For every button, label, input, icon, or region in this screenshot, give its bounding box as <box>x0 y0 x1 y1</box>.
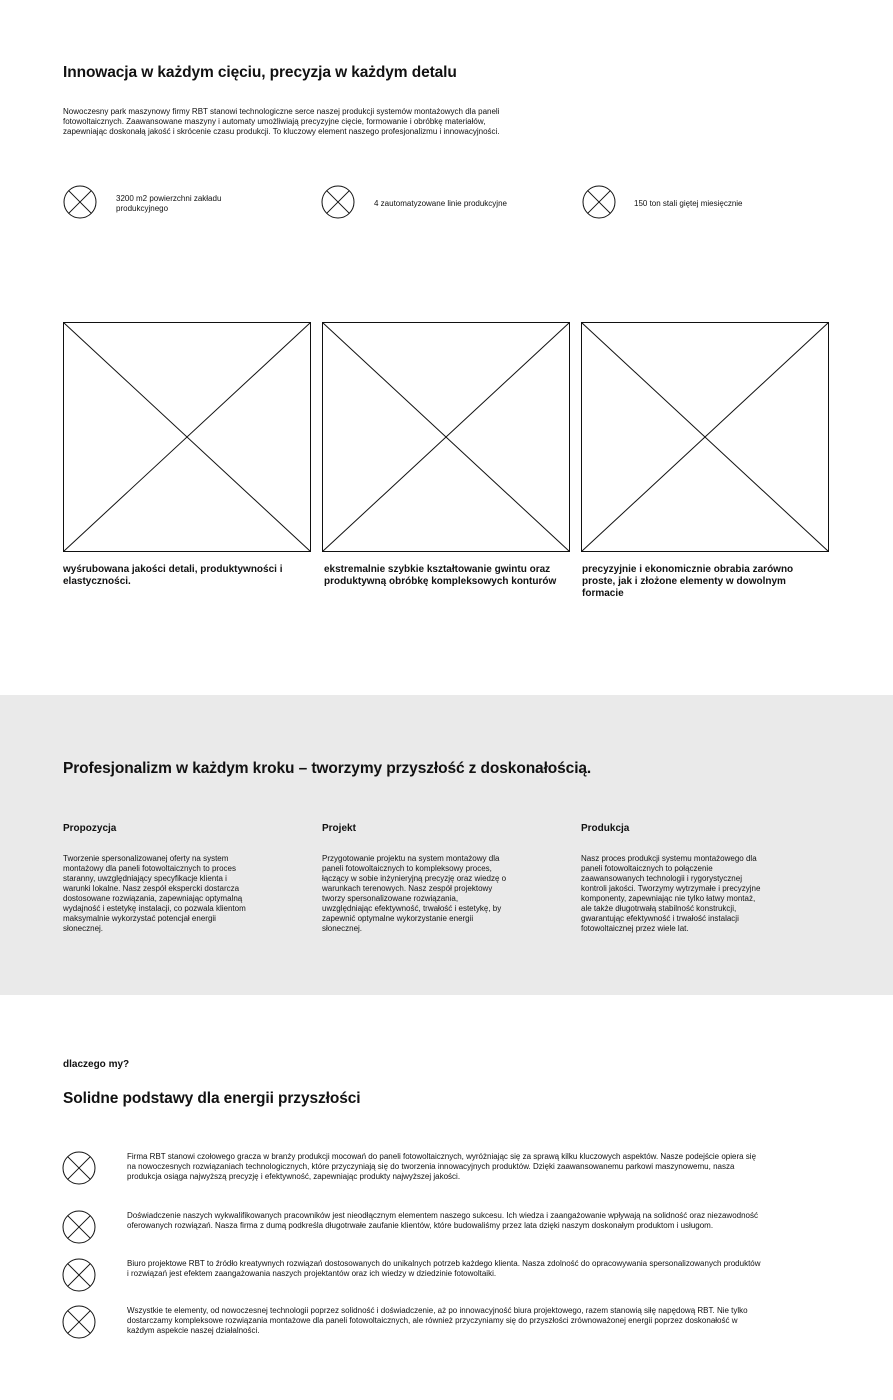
placeholder-x-icon <box>62 1151 96 1185</box>
image-placeholder <box>322 322 570 557</box>
placeholder-x-icon <box>63 185 97 219</box>
gallery-caption: precyzyjnie i ekonomicznie obrabia zarówno proste, jak i złożone elementy w dowolnym formacie <box>582 564 794 599</box>
placeholder-x-icon <box>62 1258 96 1292</box>
placeholder-x-icon <box>582 185 616 219</box>
placeholder-x-icon <box>321 185 355 219</box>
process-text: Przygotowanie projektu na system montażowy dla paneli fotowoltaicznych to kompleksowy proces, łączący w sobie inżynieryjną precyzję oraz wiedzę o warunkach terenowych. Nasz zespół projektowy tworzy spersonalizowane rozwiązania, uwzględniając efektywność, trwałość i estetykę, by zapewnić optymalne wykorzystanie energii słonecznej. <box>322 854 507 933</box>
placeholder-x-icon <box>62 1305 96 1339</box>
process-heading: Propozycja <box>63 823 117 834</box>
hero-paragraph: Nowoczesny park maszynowy firmy RBT stanowi technologiczne serce naszej produkcji systemów montażowych dla paneli fotowoltaicznych. Zaawansowane maszyny i automaty umożliwiają precyzyjne cięcie, formowanie i obróbkę materiałów, zapewniając doskonałą jakość i skrócenie czasu produkcji. To kluczowy element naszego profesjonalizmu i innowacyjności. <box>63 107 500 136</box>
why-title: Solidne podstawy dla energii przyszłości <box>63 1090 361 1107</box>
why-eyebrow: dlaczego my? <box>63 1059 130 1070</box>
process-heading: Projekt <box>322 823 356 834</box>
why-item-text: Firma RBT stanowi czołowego gracza w branży produkcji mocowań do paneli fotowoltaicznych, wyróżniając się za sprawą kilku kluczowych aspektów. Nasze podejście opiera się na nowoczesnych rozwiązaniach technologicznych, które przyczyniają się do tworzenia innowacyjnych produktów. Dzięki zaawansowanemu parkowi maszynowemu, nasza produkcja osiąga najwyższą precyzję i efektywność, zapewniając produkty najwyższej jakości. <box>127 1152 757 1181</box>
stat-label: 3200 m2 powierzchni zakładu produkcyjnego <box>116 194 222 213</box>
placeholder-x-icon <box>62 1210 96 1244</box>
why-item-text: Doświadczenie naszych wykwalifikowanych pracowników jest nieodłącznym elementem naszego sukcesu. Ich wiedza i zaangażowanie wpływają na solidność oraz niezawodność oferowanych rozwiązań. Nasza firma z dumą podkreśla długotrwałe zaufanie klientów, które budowaliśmy przez lata dzięki naszym doskonałym produktom i usługom. <box>127 1211 758 1230</box>
why-item-text: Biuro projektowe RBT to źródło kreatywnych rozwiązań dostosowanych do unikalnych potrzeb każdego klienta. Nasza zdolność do opracowywania spersonalizowanych produktów i rozwiązań jest efektem zaangażowania naszych projektantów oraz ich wiedzy w dziedzinie fotowoltaiki. <box>127 1259 761 1278</box>
process-text: Nasz proces produkcji systemu montażowego dla paneli fotowoltaicznych to połączenie zaawansowanych technologii i rygorystycznej kontroli jakości. Tworzymy wytrzymałe i precyzyjne komponenty, zapewniając nie tylko łatwy montaż, ale także długotrwałą stabilność konstrukcji, gwarantując efektywność i trwałość instalacji fotowoltaicznej przez wiele lat. <box>581 854 761 933</box>
process-title: Profesjonalizm w każdym kroku – tworzymy przyszłość z doskonałością. <box>63 760 592 777</box>
stat-label: 4 zautomatyzowane linie produkcyjne <box>374 199 507 208</box>
image-placeholder <box>581 322 829 557</box>
process-heading: Produkcja <box>581 823 630 834</box>
gallery-caption: ekstremalnie szybkie kształtowanie gwintu oraz produktywną obróbkę kompleksowych konturów <box>324 564 557 587</box>
stat-label: 150 ton stali giętej miesięcznie <box>634 199 743 208</box>
process-section <box>0 695 893 995</box>
image-placeholder <box>63 322 311 557</box>
hero-title: Innowacja w każdym cięciu, precyzja w każdym detalu <box>63 64 457 81</box>
why-item-text: Wszystkie te elementy, od nowoczesnej technologii poprzez solidność i doświadczenie, aż po innowacyjność biura projektowego, razem stanowią siłę napędową RBT. Nie tylko dostarczamy kompleksowe rozwiązania montażowe dla paneli fotowoltaicznych, ale również przyczyniamy się do przyszłości zrównoważonej energii poprzez doskonałość w każdym aspekcie naszej działalności. <box>127 1306 748 1335</box>
gallery-caption: wyśrubowana jakości detali, produktywności i elastyczności. <box>63 564 283 587</box>
process-text: Tworzenie spersonalizowanej oferty na system montażowy dla paneli fotowoltaicznych to proces staranny, uwzględniający specyfikacje klienta i warunki lokalne. Nasz zespół ekspercki dostarcza dostosowane rozwiązania, zapewniając optymalną wydajność i estetykę instalacji, co pozwala klientom maksymalnie wykorzystać potencjał energii słonecznej. <box>63 854 246 933</box>
